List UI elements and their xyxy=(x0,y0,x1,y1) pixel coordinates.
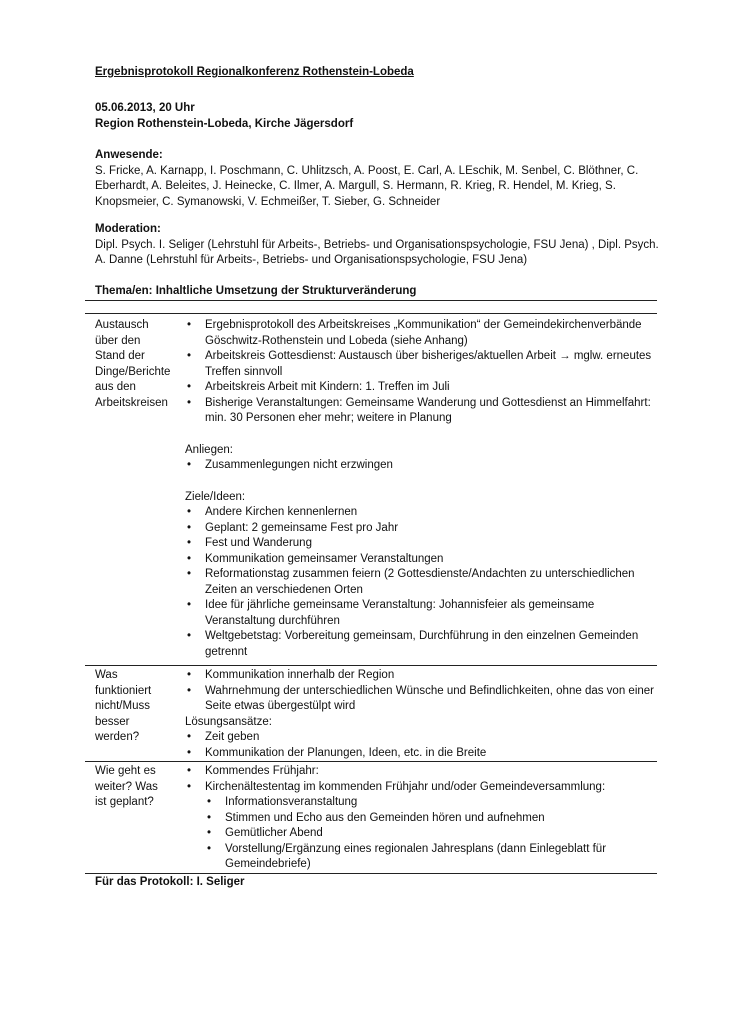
list-item: • Zusammenlegungen nicht erzwingen xyxy=(185,458,655,474)
row-content xyxy=(185,764,655,873)
attendees-line: Knopsmeier, C. Symanowski, V. Echmeißer, T. Sieber, G. Schneider xyxy=(95,195,441,208)
table-bottom-border xyxy=(85,873,657,874)
meeting-location: Region Rothenstein-Lobeda, Kirche Jägersdorf xyxy=(95,118,354,130)
attendees-line: S. Fricke, A. Karnapp, I. Poschmann, C. Uhlitzsch, A. Poost, E. Carl, A. LEschik, M. Senbel, C. Blöthner, C. xyxy=(95,164,639,177)
list-item: • Weltgebetstag: Vorbereitung gemeinsam, Durchführung in den einzelnen Gemeinden getrennt xyxy=(185,629,655,660)
sub-list-item: • Informationsveranstaltung xyxy=(205,795,655,811)
loesung-heading: Lösungsansätze: xyxy=(185,715,272,728)
sub-list-item: • Gemütlicher Abend xyxy=(205,826,655,842)
moderation-line: Dipl. Psych. I. Seliger (Lehrstuhl für Arbeits-, Betriebs- und Organisationspsychologie, FSU Jena) , Dipl. Psych. xyxy=(95,238,659,251)
moderation-line: A. Danne (Lehrstuhl für Arbeits-, Betriebs- und Organisationspsychologie, FSU Jena) xyxy=(95,254,528,266)
theme-heading: Thema/en: Inhaltliche Umsetzung der Strukturveränderung xyxy=(95,285,417,297)
list-item: • Arbeitskreis Gottesdienst: Austausch über bisheriges/aktuellen Arbeit → mglw. erneutes Treffen sinnvoll xyxy=(185,349,655,380)
list-item: • Kommendes Frühjahr: xyxy=(185,764,655,780)
list-item: • Kommunikation der Planungen, Ideen, etc. in die Breite xyxy=(185,746,655,762)
list-item: • Wahrnehmung der unterschiedlichen Wünsche und Befindlichkeiten, ohne das von einer Seite etwas übergestülpt wird xyxy=(185,684,655,715)
table-top-border xyxy=(85,313,657,314)
list-item: • Geplant: 2 gemeinsame Fest pro Jahr xyxy=(185,521,655,537)
list-item: • Bisherige Veranstaltungen: Gemeinsame Wanderung und Gottesdienst an Himmelfahrt: min. 30 Personen eher mehr; weitere in Planung xyxy=(185,396,655,427)
document-title: Ergebnisprotokoll Regionalkonferenz Rothenstein-Lobeda xyxy=(95,66,414,78)
row-divider xyxy=(85,761,657,762)
list-item: • Fest und Wanderung xyxy=(185,536,655,552)
list-item: • Ergebnisprotokoll des Arbeitskreises „Kommunikation“ der Gemeindekirchenverbände Göschwitz-Rothenstein und Lobeda (siehe Anhang) xyxy=(185,318,655,349)
row-divider xyxy=(85,665,657,666)
moderation-section xyxy=(95,222,665,269)
row-label: Was funktioniert nicht/Muss besser werden? xyxy=(95,669,152,743)
protocol-signature: Für das Protokoll: I. Seliger xyxy=(95,876,245,888)
list-item: • Kirchenältestentag im kommenden Frühjahr und/oder Gemeindeversammlung: xyxy=(185,780,655,796)
theme-divider xyxy=(85,300,657,301)
attendees-line: Eberhardt, A. Beleites, J. Heinecke, C. Ilmer, A. Margull, S. Hermann, R. Krieg, R. Hendel, M. Krieg, S. xyxy=(95,180,616,192)
row-label: Wie geht es weiter? Was ist geplant? xyxy=(95,765,158,808)
moderation-heading: Moderation: xyxy=(95,223,161,235)
ziele-heading: Ziele/Ideen: xyxy=(185,490,246,503)
meeting-date: 05.06.2013, 20 Uhr xyxy=(95,102,195,114)
meeting-meta xyxy=(95,100,353,132)
row-content xyxy=(185,318,655,660)
list-item: • Idee für jährliche gemeinsame Veranstaltung: Johannisfeier als gemeinsame Veranstaltung durchführen xyxy=(185,598,655,629)
list-item: • Arbeitskreis Arbeit mit Kindern: 1. Treffen im Juli xyxy=(185,380,655,396)
attendees-section xyxy=(95,148,665,210)
list-item: • Kommunikation innerhalb der Region xyxy=(185,668,655,684)
list-item: • Zeit geben xyxy=(185,730,655,746)
list-item: • Kommunikation gemeinsamer Veranstaltungen xyxy=(185,552,655,568)
sub-list-item: • Stimmen und Echo aus den Gemeinden hören und aufnehmen xyxy=(205,811,655,827)
sub-list-item: • Vorstellung/Ergänzung eines regionalen Jahresplans (dann Einlegeblatt für Gemeindebriefe) xyxy=(205,842,655,873)
attendees-heading: Anwesende: xyxy=(95,149,163,161)
row-label: Austausch über den Stand der Dinge/Berichte aus den Arbeitskreisen xyxy=(95,319,171,409)
row-content xyxy=(185,668,655,761)
anliegen-heading: Anliegen: xyxy=(185,443,233,456)
list-item: • Reformationstag zusammen feiern (2 Gottesdienste/Andachten zu unterschiedlichen Zeiten an verschiedenen Orten xyxy=(185,567,655,598)
list-item: • Andere Kirchen kennenlernen xyxy=(185,505,655,521)
